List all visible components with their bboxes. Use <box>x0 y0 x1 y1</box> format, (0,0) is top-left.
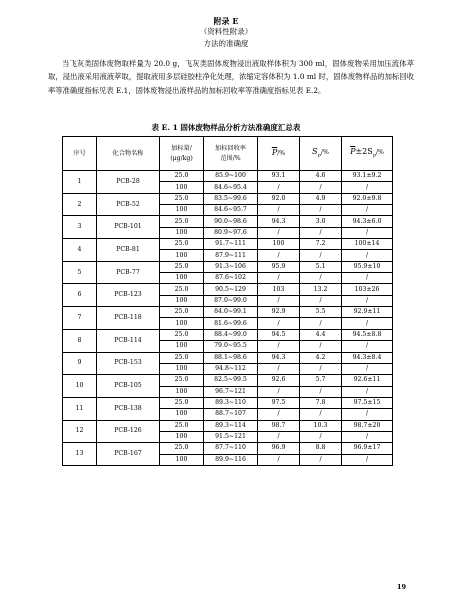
cell-spike: 100 <box>160 386 204 397</box>
cell-p: 92.6 <box>258 375 300 386</box>
cell-acc: 103±26 <box>342 284 393 295</box>
accuracy-table <box>62 136 393 466</box>
cell-spike: 25.0 <box>160 397 204 408</box>
cell-seq: 13 <box>63 443 97 466</box>
cell-p: / <box>258 409 300 420</box>
cell-sp: / <box>300 295 342 306</box>
cell-range: 88.4~99.0 <box>204 329 258 340</box>
cell-p: 103 <box>258 284 300 295</box>
cell-acc: / <box>342 273 393 284</box>
cell-p: / <box>258 227 300 238</box>
cell-seq: 7 <box>63 307 97 330</box>
cell-acc: / <box>342 409 393 420</box>
cell-p: 93.1 <box>258 171 300 182</box>
cell-spike: 25.0 <box>160 307 204 318</box>
cell-acc: 95.9±10 <box>342 261 393 272</box>
cell-p: 94.3 <box>258 216 300 227</box>
cell-p: / <box>258 454 300 465</box>
cell-spike: 25.0 <box>160 443 204 454</box>
table-row <box>63 397 393 408</box>
cell-range: 81.6~99.6 <box>204 318 258 329</box>
cell-range: 91.7~111 <box>204 239 258 250</box>
cell-acc: 96.9±17 <box>342 443 393 454</box>
header-range-label: 加标回收率 <box>215 144 246 152</box>
header-sp-sub: p <box>317 152 321 159</box>
cell-acc: 98.7±20 <box>342 420 393 431</box>
cell-range: 88.1~98.6 <box>204 352 258 363</box>
table-row <box>63 443 393 454</box>
table-row <box>63 307 393 318</box>
cell-p: / <box>258 386 300 397</box>
cell-acc: 92.9±11 <box>342 307 393 318</box>
cell-sp: / <box>300 205 342 216</box>
cell-seq: 10 <box>63 375 97 398</box>
header-acc-symbol: $\overline{P}$ <box>350 146 356 156</box>
header-sp-unit: /% <box>320 148 329 156</box>
cell-spike: 100 <box>160 273 204 284</box>
cell-acc: / <box>342 250 393 261</box>
cell-range: 88.7~107 <box>204 409 258 420</box>
cell-compound: PCB-153 <box>97 352 160 375</box>
cell-acc: / <box>342 363 393 374</box>
cell-spike: 25.0 <box>160 329 204 340</box>
cell-spike: 100 <box>160 227 204 238</box>
cell-spike: 100 <box>160 341 204 352</box>
table-row <box>63 420 393 431</box>
table-header-row <box>63 137 393 171</box>
cell-spike: 100 <box>160 182 204 193</box>
cell-range: 94.8~112 <box>204 363 258 374</box>
cell-compound: PCB-105 <box>97 375 160 398</box>
appendix-title: 附录 E <box>213 16 239 26</box>
cell-acc: / <box>342 386 393 397</box>
cell-sp: 8.8 <box>300 443 342 454</box>
cell-sp: 4.4 <box>300 329 342 340</box>
cell-seq: 6 <box>63 284 97 307</box>
cell-p: / <box>258 295 300 306</box>
table-row <box>63 352 393 363</box>
header-accuracy <box>342 137 393 171</box>
cell-compound: PCB-118 <box>97 307 160 330</box>
cell-compound: PCB-81 <box>97 239 160 262</box>
cell-seq: 4 <box>63 239 97 262</box>
header-range <box>204 137 258 171</box>
cell-range: 87.9~111 <box>204 250 258 261</box>
cell-acc: 94.3±8.4 <box>342 352 393 363</box>
cell-spike: 25.0 <box>160 375 204 386</box>
cell-range: 84.6~95.7 <box>204 205 258 216</box>
cell-acc: / <box>342 341 393 352</box>
header-spike <box>160 137 204 171</box>
cell-p: 97.5 <box>258 397 300 408</box>
cell-spike: 25.0 <box>160 216 204 227</box>
cell-sp: 4.6 <box>300 171 342 182</box>
cell-spike: 100 <box>160 431 204 442</box>
table-row <box>63 171 393 182</box>
body-paragraph: 当飞灰类固体废物取样量为 20.0 g，飞灰类固体废物浸出液取样体积为 300 ml，固体废物采用加压流体萃取，浸出液采用液液萃取，提取液用多层硅胶柱净化处理，浓缩定容体积为 1.0 ml 时，固体废物样品的加标回收率等准确度指标见表 E.1，固体废物浸出液样品的加标回收率等准确度指标见表 E.2。 <box>48 59 414 95</box>
cell-compound: PCB-123 <box>97 284 160 307</box>
cell-acc: 94.3±6.0 <box>342 216 393 227</box>
cell-seq: 11 <box>63 397 97 420</box>
header-acc-sub: p <box>372 152 376 159</box>
cell-range: 87.6~102 <box>204 273 258 284</box>
cell-range: 85.9~100 <box>204 171 258 182</box>
cell-acc: / <box>342 454 393 465</box>
cell-sp: / <box>300 341 342 352</box>
cell-range: 91.3~106 <box>204 261 258 272</box>
cell-spike: 100 <box>160 250 204 261</box>
cell-p: / <box>258 250 300 261</box>
cell-range: 87.0~99.0 <box>204 295 258 306</box>
cell-p: 96.9 <box>258 443 300 454</box>
header-acc-mid: ±2S <box>355 146 373 156</box>
cell-range: 82.5~99.5 <box>204 375 258 386</box>
cell-compound: PCB-28 <box>97 171 160 194</box>
cell-p: 92.9 <box>258 307 300 318</box>
cell-sp: 13.2 <box>300 284 342 295</box>
cell-spike: 25.0 <box>160 171 204 182</box>
cell-p: 94.3 <box>258 352 300 363</box>
cell-spike: 25.0 <box>160 420 204 431</box>
cell-p: / <box>258 273 300 284</box>
cell-sp: / <box>300 409 342 420</box>
table-row <box>63 329 393 340</box>
cell-compound: PCB-138 <box>97 397 160 420</box>
header-p-bar-unit: /% <box>277 150 286 157</box>
cell-acc: / <box>342 205 393 216</box>
header-acc-unit: /% <box>375 148 384 156</box>
header-spike-label: 加标量/ <box>171 144 192 152</box>
table-row <box>63 239 393 250</box>
header-spike-unit: (μg/kg) <box>170 154 193 162</box>
cell-acc: 94.5±8.8 <box>342 329 393 340</box>
cell-spike: 100 <box>160 205 204 216</box>
cell-range: 84.6~95.4 <box>204 182 258 193</box>
cell-compound: PCB-101 <box>97 216 160 239</box>
cell-range: 89.3~110 <box>204 397 258 408</box>
cell-compound: PCB-114 <box>97 329 160 352</box>
cell-sp: / <box>300 454 342 465</box>
cell-p: 98.7 <box>258 420 300 431</box>
cell-sp: 5.7 <box>300 375 342 386</box>
cell-compound: PCB-77 <box>97 261 160 284</box>
cell-acc: / <box>342 227 393 238</box>
cell-acc: / <box>342 318 393 329</box>
cell-range: 87.7~110 <box>204 443 258 454</box>
cell-acc: 92.6±11 <box>342 375 393 386</box>
cell-p: / <box>258 341 300 352</box>
cell-seq: 12 <box>63 420 97 443</box>
cell-sp: 7.8 <box>300 397 342 408</box>
cell-sp: / <box>300 431 342 442</box>
header-p-bar-symbol: $\overline{P}$ <box>271 148 278 157</box>
cell-acc: 93.1±9.2 <box>342 171 393 182</box>
cell-compound: PCB-126 <box>97 420 160 443</box>
cell-seq: 8 <box>63 329 97 352</box>
header-sp-symbol: S <box>312 146 318 156</box>
header-p-bar <box>258 137 300 171</box>
cell-acc: / <box>342 295 393 306</box>
cell-range: 89.3~114 <box>204 420 258 431</box>
appendix-heading: 方法的准确度 <box>203 39 249 48</box>
cell-range: 84.0~99.1 <box>204 307 258 318</box>
cell-seq: 2 <box>63 193 97 216</box>
cell-spike: 100 <box>160 295 204 306</box>
cell-range: 80.9~97.6 <box>204 227 258 238</box>
cell-seq: 5 <box>63 261 97 284</box>
table-row <box>63 193 393 204</box>
table-row <box>63 261 393 272</box>
cell-p: / <box>258 318 300 329</box>
cell-acc: 97.5±15 <box>342 397 393 408</box>
cell-range: 90.0~98.6 <box>204 216 258 227</box>
cell-compound: PCB-52 <box>97 193 160 216</box>
cell-sp: 5.1 <box>300 261 342 272</box>
cell-p: / <box>258 205 300 216</box>
cell-range: 91.5~121 <box>204 431 258 442</box>
cell-p: 94.5 <box>258 329 300 340</box>
cell-p: / <box>258 182 300 193</box>
cell-range: 96.7~121 <box>204 386 258 397</box>
cell-sp: 4.9 <box>300 193 342 204</box>
cell-acc: 100±14 <box>342 239 393 250</box>
cell-spike: 100 <box>160 454 204 465</box>
cell-spike: 25.0 <box>160 193 204 204</box>
cell-sp: / <box>300 182 342 193</box>
cell-sp: / <box>300 227 342 238</box>
cell-seq: 1 <box>63 171 97 194</box>
cell-sp: 10.3 <box>300 420 342 431</box>
cell-p: 92.0 <box>258 193 300 204</box>
header-compound: 化合物名称 <box>97 137 160 171</box>
appendix-subtitle: （资料性附录） <box>199 27 253 36</box>
cell-sp: 5.5 <box>300 307 342 318</box>
cell-sp: 3.0 <box>300 216 342 227</box>
table-row <box>63 216 393 227</box>
cell-seq: 3 <box>63 216 97 239</box>
cell-spike: 25.0 <box>160 284 204 295</box>
cell-spike: 25.0 <box>160 352 204 363</box>
table-caption: 表 E. 1 固体废物样品分析方法准确度汇总表 <box>151 123 301 132</box>
cell-spike: 100 <box>160 363 204 374</box>
cell-spike: 100 <box>160 318 204 329</box>
cell-acc: / <box>342 182 393 193</box>
cell-sp: / <box>300 318 342 329</box>
cell-range: 83.5~99.6 <box>204 193 258 204</box>
cell-spike: 100 <box>160 409 204 420</box>
cell-sp: 4.2 <box>300 352 342 363</box>
cell-range: 79.0~95.5 <box>204 341 258 352</box>
cell-sp: / <box>300 386 342 397</box>
table-row <box>63 375 393 386</box>
cell-compound: PCB-167 <box>97 443 160 466</box>
page-number: 19 <box>396 583 406 591</box>
cell-p: / <box>258 363 300 374</box>
cell-spike: 25.0 <box>160 239 204 250</box>
cell-range: 90.5~129 <box>204 284 258 295</box>
cell-sp: / <box>300 363 342 374</box>
cell-spike: 25.0 <box>160 261 204 272</box>
header-range-unit: 范围/% <box>220 154 241 162</box>
cell-p: 100 <box>258 239 300 250</box>
cell-acc: / <box>342 431 393 442</box>
header-seq: 序号 <box>63 137 97 171</box>
cell-p: / <box>258 431 300 442</box>
cell-sp: / <box>300 273 342 284</box>
cell-sp: 7.2 <box>300 239 342 250</box>
header-sp <box>300 137 342 171</box>
cell-sp: / <box>300 250 342 261</box>
cell-p: 95.9 <box>258 261 300 272</box>
cell-seq: 9 <box>63 352 97 375</box>
cell-acc: 92.0±9.8 <box>342 193 393 204</box>
cell-range: 89.9~116 <box>204 454 258 465</box>
table-row <box>63 284 393 295</box>
